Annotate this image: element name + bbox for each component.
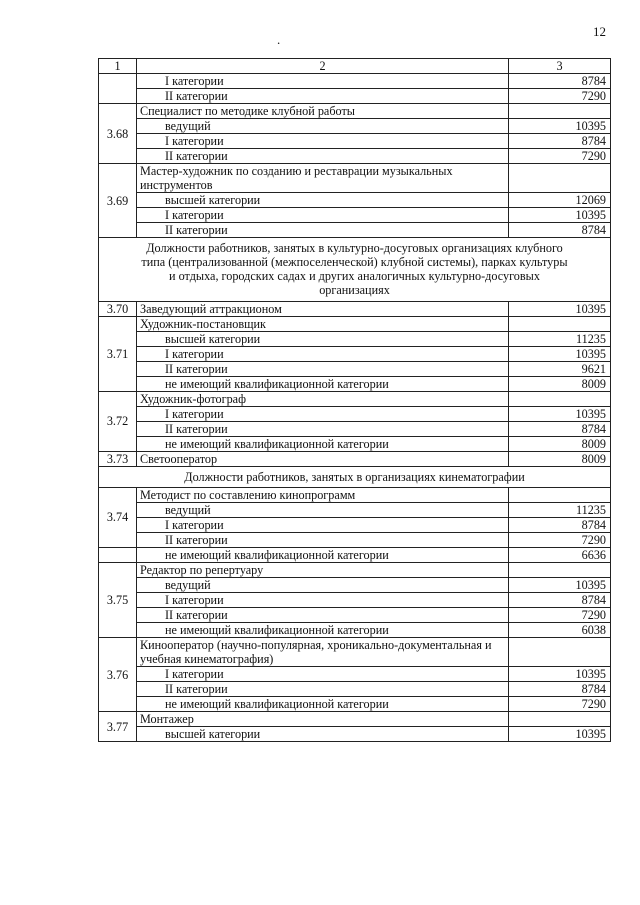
salary-value: 12069 [509,193,611,208]
salary-value: 10395 [509,406,611,421]
position-name: Мастер-художник по созданию и реставрации музыкальных инструментов [137,164,509,193]
salary-value: 8784 [509,517,611,532]
salary-value: 11235 [509,331,611,346]
position-name: Светооператор [137,451,509,466]
page-mark: . [277,32,281,47]
section-row [99,466,611,487]
salary-value: 8009 [509,376,611,391]
table-row [99,421,611,436]
row-number: 3.77 [99,712,137,742]
salary-value: 7290 [509,89,611,104]
table-row [99,608,611,623]
table-row [99,149,611,164]
salary-value: 10395 [509,119,611,134]
table-row [99,638,611,667]
position-name: II категории [137,361,509,376]
position-name: II категории [137,532,509,547]
salary-value [509,712,611,727]
position-name: II категории [137,223,509,238]
position-name: Художник-фотограф [137,391,509,406]
salary-value: 10395 [509,346,611,361]
position-name: Художник-постановщик [137,316,509,331]
table-row [99,451,611,466]
salary-value: 9621 [509,361,611,376]
section-heading: Должности работников, занятых в организациях кинематографии [99,466,611,487]
table-row [99,208,611,223]
table-row [99,697,611,712]
row-number [99,548,137,563]
table-row [99,727,611,742]
position-name: II категории [137,149,509,164]
row-number: 3.68 [99,104,137,164]
salary-value: 10395 [509,208,611,223]
salary-value: 7290 [509,532,611,547]
position-name: ведущий [137,578,509,593]
table-row [99,406,611,421]
table-row [99,391,611,406]
section-heading: Должности работников, занятых в культурно-досуговых организациях клубного типа (централизованной (межпоселенческой) клубной системы), парках культуры и отдыха, городских садах и других аналогичных культурно-досуговых организациях [99,238,611,301]
table-row [99,563,611,578]
salary-value: 10395 [509,578,611,593]
position-name: I категории [137,346,509,361]
table-row [99,712,611,727]
position-name: Монтажер [137,712,509,727]
table-row [99,667,611,682]
position-name: Кинооператор (научно-популярная, хроникально-документальная и учебная кинематография) [137,638,509,667]
position-name: не имеющий квалификационной категории [137,548,509,563]
position-name: I категории [137,134,509,149]
salary-value: 6636 [509,548,611,563]
col-header-position: 2 [137,59,509,74]
salary-value: 8784 [509,682,611,697]
salary-value: 8784 [509,593,611,608]
table-row [99,316,611,331]
col-header-number: 1 [99,59,137,74]
salary-value: 6038 [509,623,611,638]
table-row [99,119,611,134]
salary-value: 7290 [509,697,611,712]
page-number: 12 [593,24,606,39]
table-row [99,164,611,193]
position-name: Заведующий аттракционом [137,301,509,316]
position-name: I категории [137,208,509,223]
position-name: II категории [137,89,509,104]
position-name: высшей категории [137,727,509,742]
position-name: не имеющий квалификационной категории [137,436,509,451]
table-row [99,301,611,316]
salary-value: 7290 [509,149,611,164]
row-number: 3.73 [99,451,137,466]
table-header-row [99,59,611,74]
salary-value: 10395 [509,301,611,316]
table-row [99,517,611,532]
position-name: не имеющий квалификационной категории [137,623,509,638]
salary-value [509,487,611,502]
row-number: 3.70 [99,301,137,316]
salary-value: 10395 [509,727,611,742]
position-name: Специалист по методике клубной работы [137,104,509,119]
position-name: ведущий [137,502,509,517]
table-row [99,487,611,502]
table-row [99,502,611,517]
position-name: высшей категории [137,331,509,346]
table-row [99,532,611,547]
position-name: Методист по составлению кинопрограмм [137,487,509,502]
table-row [99,682,611,697]
row-number: 3.75 [99,563,137,638]
table-row [99,74,611,89]
position-name: I категории [137,667,509,682]
salary-value [509,638,611,667]
position-name: ведущий [137,119,509,134]
table-row [99,578,611,593]
position-name: II категории [137,608,509,623]
table-row [99,193,611,208]
table-row [99,436,611,451]
salary-value: 8784 [509,223,611,238]
table-row [99,361,611,376]
salary-value [509,563,611,578]
position-name: I категории [137,593,509,608]
row-number: 3.76 [99,638,137,712]
salary-value: 11235 [509,502,611,517]
salary-value: 8784 [509,421,611,436]
table-row [99,223,611,238]
position-name: I категории [137,74,509,89]
row-number: 3.72 [99,391,137,451]
table-row [99,376,611,391]
position-name: I категории [137,517,509,532]
section-row [99,238,611,301]
table-row [99,548,611,563]
table-row [99,134,611,149]
row-number [99,74,137,104]
position-name: I категории [137,406,509,421]
salary-value: 8009 [509,451,611,466]
position-name: Редактор по репертуару [137,563,509,578]
table-row [99,104,611,119]
salary-value [509,391,611,406]
row-number: 3.71 [99,316,137,391]
row-number: 3.69 [99,164,137,238]
row-number: 3.74 [99,487,137,547]
salary-value [509,164,611,193]
salary-value: 8784 [509,134,611,149]
position-name: II категории [137,421,509,436]
salary-table [98,58,611,742]
salary-value: 8784 [509,74,611,89]
table-row [99,346,611,361]
position-name: II категории [137,682,509,697]
salary-value [509,316,611,331]
position-name: не имеющий квалификационной категории [137,697,509,712]
salary-value: 7290 [509,608,611,623]
col-header-salary: 3 [509,59,611,74]
table-row [99,89,611,104]
table-row [99,593,611,608]
table-row [99,623,611,638]
salary-value [509,104,611,119]
table-row [99,331,611,346]
position-name: не имеющий квалификационной категории [137,376,509,391]
salary-value: 8009 [509,436,611,451]
position-name: высшей категории [137,193,509,208]
salary-value: 10395 [509,667,611,682]
